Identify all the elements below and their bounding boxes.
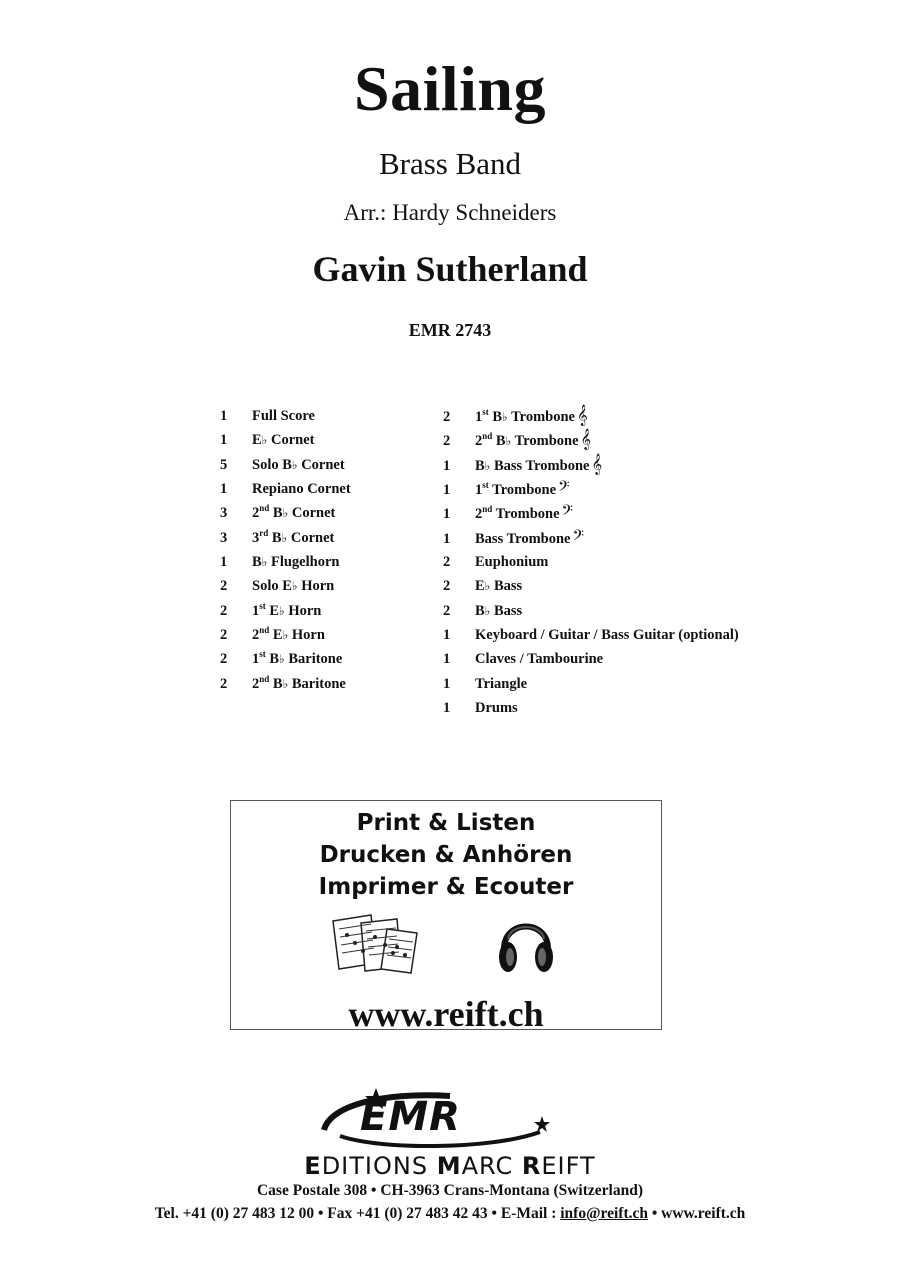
- part-quantity: 1: [443, 700, 451, 717]
- emr-logo-text: EMR: [360, 1094, 461, 1140]
- part-quantity: 1: [220, 408, 228, 424]
- part-row: [220, 576, 351, 600]
- part-quantity: 5: [220, 456, 228, 473]
- part-row: [443, 528, 739, 552]
- part-name: Euphonium: [475, 554, 549, 571]
- part-row: [443, 479, 739, 503]
- part-quantity: 2: [443, 578, 451, 595]
- part-name: 1st B♭ Trombone: [475, 407, 575, 425]
- publisher-initial-r: R: [521, 1152, 542, 1180]
- part-row: [443, 503, 739, 527]
- catalog-number: EMR 2743: [408, 320, 492, 340]
- part-name: Bass Trombone: [475, 530, 571, 547]
- part-row: [220, 479, 351, 503]
- contact-website: • www.reift.ch: [648, 1205, 746, 1222]
- title: Sailing: [353, 53, 547, 124]
- emr-logo: [320, 1086, 570, 1152]
- contact-phone-fax: Tel. +41 (0) 27 483 12 00 • Fax +41 (0) 27 483 42 43 • E-Mail :: [154, 1205, 561, 1222]
- publisher-name: [0, 1152, 900, 1180]
- part-row: [443, 649, 739, 673]
- treble-clef-icon: 𝄞: [577, 405, 588, 426]
- part-name: Solo B♭ Cornet: [252, 456, 345, 473]
- subtitle: Brass Band: [378, 146, 522, 181]
- part-name: 1st Trombone: [475, 480, 557, 499]
- part-quantity: 2: [220, 651, 228, 668]
- part-quantity: 2: [220, 578, 228, 595]
- part-row: [220, 649, 351, 673]
- part-quantity: 1: [443, 506, 451, 523]
- promo-icons: [231, 909, 661, 983]
- part-quantity: 2: [220, 602, 228, 619]
- promo-line-english: Print & Listen: [356, 810, 536, 836]
- part-name: E♭ Cornet: [252, 432, 315, 449]
- publisher-text-arc: ARC: [461, 1152, 522, 1180]
- print-listen-box: [230, 800, 662, 1034]
- publisher-contact: [0, 1205, 900, 1223]
- part-quantity: 1: [443, 457, 451, 474]
- part-name: 2nd E♭ Horn: [252, 625, 325, 644]
- part-name: B♭ Flugelhorn: [252, 554, 340, 571]
- part-name: Full Score: [252, 408, 315, 424]
- part-name: Drums: [475, 700, 518, 717]
- part-row: [220, 601, 351, 625]
- bass-clef-icon: 𝄢: [558, 478, 570, 500]
- part-row: [443, 430, 739, 454]
- treble-clef-icon: 𝄞: [591, 453, 603, 475]
- promo-line-french: Imprimer & Ecouter: [318, 874, 574, 900]
- part-quantity: 1: [220, 481, 228, 498]
- arranger: Arr.: Hardy Schneiders: [343, 200, 557, 225]
- part-quantity: 1: [443, 530, 451, 547]
- part-quantity: 2: [443, 433, 451, 450]
- parts-list-left: [220, 406, 351, 698]
- part-row: [443, 406, 739, 430]
- part-quantity: 2: [443, 409, 451, 425]
- part-row: [443, 601, 739, 625]
- part-name: Repiano Cornet: [252, 481, 351, 498]
- bass-clef-icon: 𝄢: [561, 502, 574, 524]
- part-row: [220, 455, 351, 479]
- part-name: 1st B♭ Baritone: [252, 649, 343, 668]
- part-quantity: 1: [443, 482, 451, 499]
- part-row: [220, 406, 351, 430]
- part-quantity: 2: [443, 554, 451, 571]
- part-name: 2nd B♭ Baritone: [252, 673, 346, 692]
- headphones-icon: [496, 909, 556, 979]
- composer: Gavin Sutherland: [312, 249, 588, 289]
- sheet-music-icon: [331, 913, 423, 975]
- publisher-text-eift: EIFT: [541, 1152, 596, 1180]
- part-quantity: 1: [220, 432, 228, 449]
- part-row: [443, 698, 739, 722]
- part-quantity: 2: [220, 627, 228, 644]
- part-name: E♭ Bass: [475, 578, 523, 595]
- part-quantity: 2: [443, 602, 451, 619]
- bass-clef-icon: 𝄢: [572, 526, 585, 548]
- promo-url[interactable]: www.reift.ch: [348, 994, 544, 1034]
- promo-line-german: Drucken & Anhören: [319, 842, 573, 868]
- part-name: B♭ Bass Trombone: [475, 457, 590, 474]
- part-name: Claves / Tambourine: [475, 651, 604, 668]
- part-row: [443, 552, 739, 576]
- part-row: [220, 674, 351, 698]
- part-row: [220, 528, 351, 552]
- part-row: [443, 674, 739, 698]
- part-name: Triangle: [475, 675, 528, 692]
- part-row: [220, 552, 351, 576]
- part-quantity: 2: [220, 675, 228, 692]
- part-quantity: 1: [443, 627, 451, 644]
- parts-list-right: [443, 406, 739, 722]
- part-name: 1st E♭ Horn: [252, 600, 322, 619]
- part-quantity: 3: [220, 505, 228, 522]
- publisher-address: Case Postale 308 • CH-3963 Crans-Montana (Switzerland): [256, 1182, 643, 1199]
- part-quantity: 1: [443, 651, 451, 668]
- part-quantity: 1: [220, 554, 228, 571]
- part-name: B♭ Bass: [475, 602, 523, 619]
- part-name: Keyboard / Guitar / Bass Guitar (optional): [475, 627, 739, 644]
- publisher-text-ditions: DITIONS: [321, 1152, 437, 1180]
- part-quantity: 3: [220, 529, 228, 546]
- part-row: [443, 455, 739, 479]
- part-name: 3rd B♭ Cornet: [252, 527, 335, 546]
- treble-clef-icon: 𝄞: [580, 429, 592, 451]
- part-row: [443, 625, 739, 649]
- part-row: [443, 576, 739, 600]
- part-row: [220, 625, 351, 649]
- part-name: 2nd Trombone: [475, 504, 560, 523]
- part-row: [220, 503, 351, 527]
- part-name: 2nd B♭ Trombone: [475, 431, 579, 450]
- part-row: [220, 430, 351, 454]
- publisher-initial-e: E: [304, 1152, 322, 1180]
- email-link[interactable]: info@reift.ch: [560, 1205, 648, 1222]
- part-quantity: 1: [443, 675, 451, 692]
- part-name: Solo E♭ Horn: [252, 578, 335, 595]
- part-name: 2nd B♭ Cornet: [252, 503, 336, 522]
- publisher-initial-m: M: [436, 1152, 462, 1180]
